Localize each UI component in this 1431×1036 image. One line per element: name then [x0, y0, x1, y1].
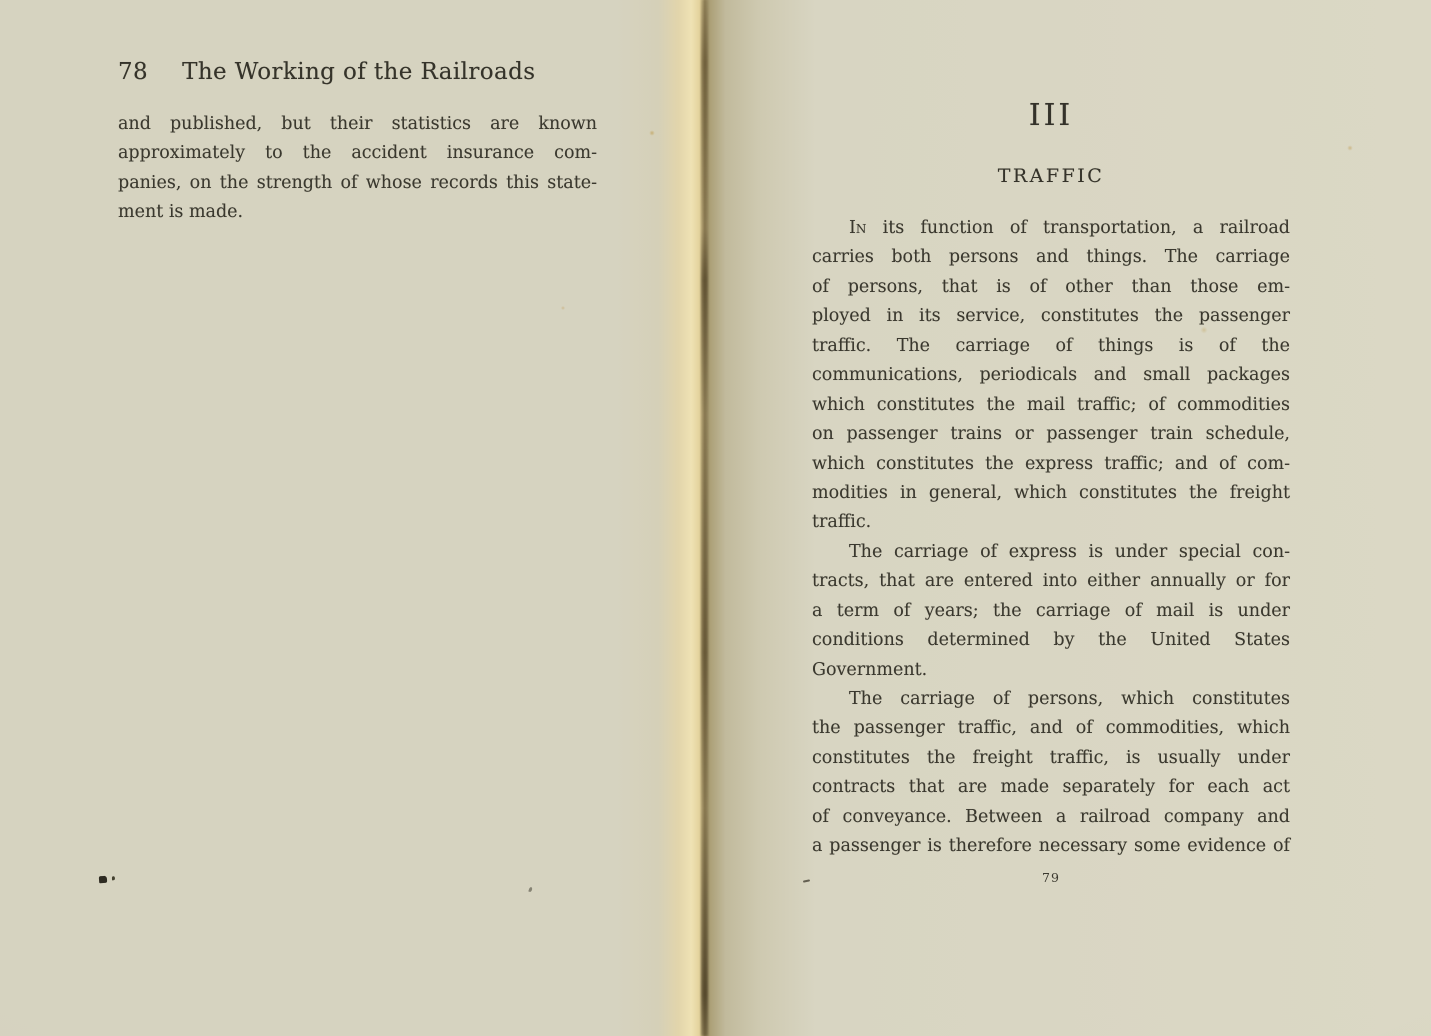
text-line: approximately to the accident insurance com- [118, 143, 597, 164]
left-running-header [118, 57, 597, 87]
text-line: traffic. [812, 512, 872, 533]
paragraph [812, 214, 1290, 538]
ink-speck [528, 887, 532, 893]
right-page-number: 79 [1042, 870, 1060, 885]
chapter-opening [812, 98, 1290, 862]
right-page-text [812, 214, 1290, 862]
chapter-title: TRAFFIC [997, 165, 1105, 187]
text-line: a term of years; the carriage of mail is under [812, 600, 1290, 621]
left-page-number: 78 [118, 59, 149, 85]
paragraph [812, 538, 1290, 685]
ink-smudge [99, 876, 107, 884]
ink-tick [803, 879, 810, 882]
text-line: contracts that are made separately for each act [812, 777, 1290, 798]
text-line: of persons, that is of other than those em- [812, 276, 1290, 297]
text-line: communications, periodicals and small packages [812, 365, 1290, 386]
left-page-text [118, 110, 597, 228]
text-line: In its function of transportation, a railroad [849, 218, 1290, 238]
text-line: traffic. The carriage of things is of the [812, 335, 1290, 356]
text-line: on passenger trains or passenger train schedule, [812, 424, 1290, 445]
text-line: carries both persons and things. The carriage [812, 247, 1290, 268]
text-line: ployed in its service, constitutes the passenger [812, 306, 1290, 327]
running-title: The Working of the Railroads [182, 59, 536, 85]
text-line: modities in general, which constitutes the freight [812, 482, 1290, 503]
text-line: and published, but their statistics are known [118, 114, 597, 134]
text-line: the passenger traffic, and of commodities, which [812, 718, 1290, 739]
paragraph [118, 110, 597, 228]
text-line: panies, on the strength of whose records this state- [118, 172, 597, 193]
text-line: Government. [812, 659, 928, 680]
text-line: The carriage of express is under special con- [849, 541, 1290, 562]
text-line: conditions determined by the United States [812, 630, 1290, 651]
binding-crease [701, 0, 708, 1036]
smallcaps-lead-word: In [849, 218, 867, 238]
text-line: of conveyance. Between a railroad company and [812, 806, 1290, 827]
text-line: ment is made. [118, 202, 244, 223]
text-line: which constitutes the express traffic; and of com- [812, 453, 1290, 474]
paragraph [812, 685, 1290, 862]
text-line: which constitutes the mail traffic; of commodities [812, 394, 1290, 415]
text-line: tracts, that are entered into either annually or for [812, 571, 1290, 592]
text-line: constitutes the freight traffic, is usually under [812, 747, 1290, 768]
chapter-number: III [1028, 98, 1074, 133]
text-line: The carriage of persons, which constitutes [849, 689, 1290, 709]
text-line: a passenger is therefore necessary some evidence of [812, 836, 1290, 857]
